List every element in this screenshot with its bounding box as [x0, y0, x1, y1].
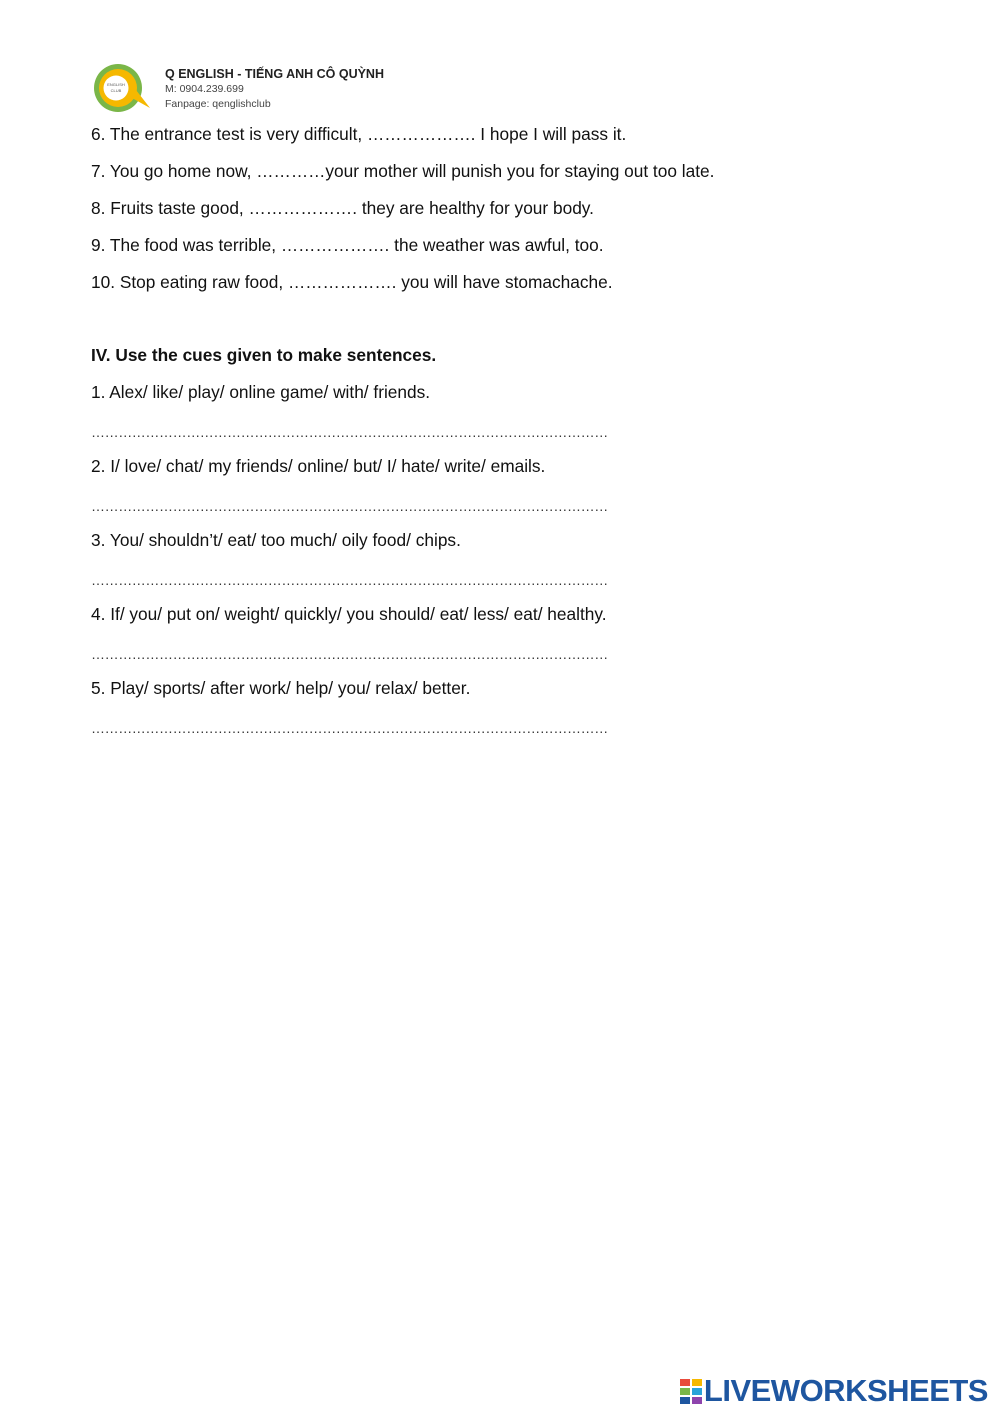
cue-item-3: 3. You/ shouldn’t/ eat/ too much/ oily food/ chips.	[91, 530, 461, 550]
answer-line-5[interactable]: ……………………………………………………………………………………………………	[91, 720, 608, 736]
org-phone: M: 0904.239.699	[165, 83, 244, 95]
cue-item-1: 1. Alex/ like/ play/ online game/ with/ friends.	[91, 382, 431, 402]
brand-text: LIVEWORKSHEETS	[703, 1373, 988, 1408]
svg-text:CLUB: CLUB	[110, 88, 122, 93]
exercise-item-10: 10. Stop eating raw food, ………………. you will have stomachache.	[91, 272, 613, 292]
answer-line-1[interactable]: ……………………………………………………………………………………………………	[91, 424, 608, 440]
answer-line-2[interactable]: ……………………………………………………………………………………………………	[91, 498, 608, 514]
answer-line-4[interactable]: ……………………………………………………………………………………………………	[91, 646, 608, 662]
cue-item-5: 5. Play/ sports/ after work/ help/ you/ relax/ better.	[91, 678, 471, 698]
logo-text: ENGLISH	[107, 82, 125, 87]
org-info	[165, 66, 384, 112]
answer-line-3[interactable]: ……………………………………………………………………………………………………	[91, 572, 608, 588]
cue-item-4: 4. If/ you/ put on/ weight/ quickly/ you should/ eat/ less/ eat/ healthy.	[91, 604, 607, 624]
exercise-item-6: 6. The entrance test is very difficult, ………………. I hope I will pass it.	[91, 124, 627, 144]
cue-item-2: 2. I/ love/ chat/ my friends/ online/ but/ I/ hate/ write/ emails.	[91, 456, 546, 476]
org-fanpage: Fanpage: qenglishclub	[165, 98, 271, 110]
liveworksheets-brand[interactable]	[680, 1373, 988, 1409]
liveworksheets-icon	[680, 1377, 702, 1405]
section-heading: IV. Use the cues given to make sentences.	[91, 345, 437, 365]
exercise-item-7: 7. You go home now, …………your mother will punish you for staying out too late.	[91, 161, 715, 181]
header	[92, 58, 432, 118]
exercise-item-9: 9. The food was terrible, ………………. the weather was awful, too.	[91, 235, 604, 255]
org-name: Q ENGLISH - TIẾNG ANH CÔ QUỲNH	[165, 67, 384, 81]
exercise-item-8: 8. Fruits taste good, ………………. they are healthy for your body.	[91, 198, 594, 218]
q-english-logo	[92, 60, 152, 116]
